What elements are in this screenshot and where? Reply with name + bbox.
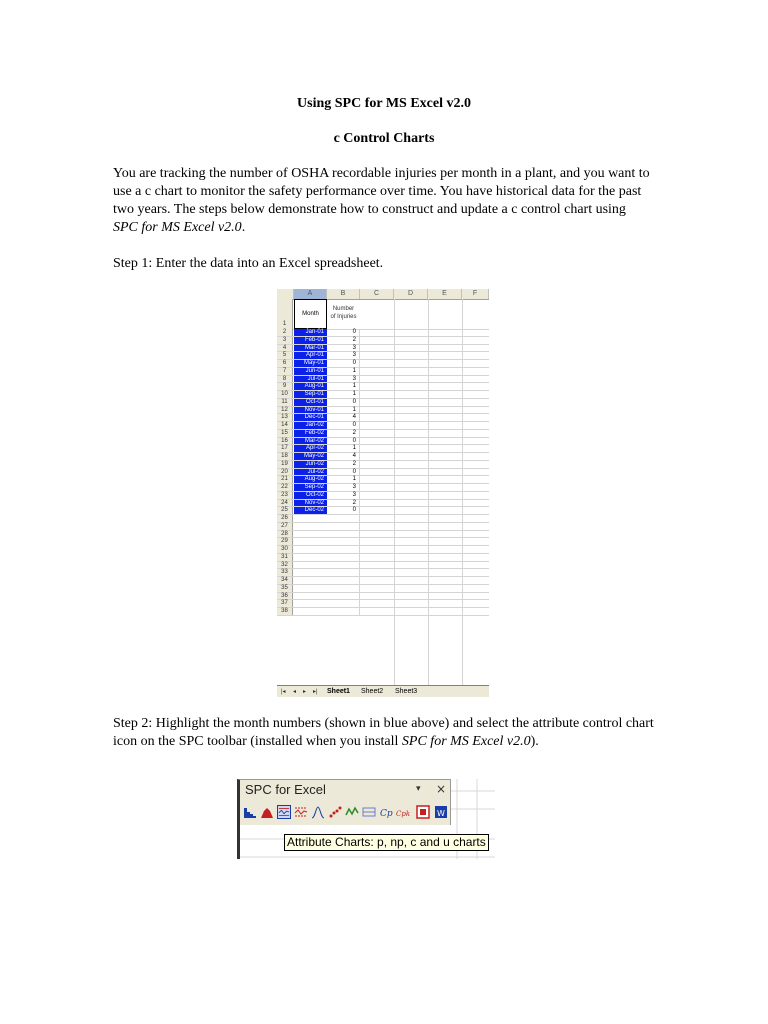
cell-month[interactable] xyxy=(294,562,327,569)
row-number[interactable]: 37 xyxy=(277,600,293,607)
cell-month[interactable]: Jan-02 xyxy=(294,422,327,429)
row-number[interactable]: 38 xyxy=(277,608,293,615)
table-row xyxy=(277,376,489,384)
row-number[interactable]: 26 xyxy=(277,515,293,522)
gridline xyxy=(428,299,429,685)
row-number[interactable]: 30 xyxy=(277,546,293,553)
last-sheet-nav-icon[interactable]: ▸| xyxy=(313,689,318,695)
table-row xyxy=(277,352,489,360)
cell-injuries[interactable]: 0 xyxy=(327,422,360,429)
svg-text:Cp: Cp xyxy=(380,809,393,819)
cell-month[interactable]: Apr-01 xyxy=(294,352,327,359)
cell-month[interactable] xyxy=(294,538,327,545)
row-number[interactable]: 7 xyxy=(277,368,293,375)
cell-injuries[interactable] xyxy=(327,546,360,553)
cell-month[interactable]: Aug-01 xyxy=(294,383,327,390)
row-number[interactable]: 22 xyxy=(277,484,293,491)
table-row xyxy=(277,445,489,453)
cell-injuries[interactable]: 1 xyxy=(327,407,360,414)
cell-injuries[interactable]: 0 xyxy=(327,438,360,445)
cell-injuries[interactable]: 2 xyxy=(327,337,360,344)
table-row xyxy=(277,531,489,539)
row-number[interactable]: 2 xyxy=(277,329,293,336)
table-row xyxy=(277,593,489,601)
table-row xyxy=(277,523,489,531)
cpk-icon[interactable] xyxy=(396,805,410,819)
cell-injuries[interactable]: 3 xyxy=(327,492,360,499)
cell-month[interactable]: Oct-02 xyxy=(294,492,327,499)
row-number[interactable]: 6 xyxy=(277,360,293,367)
row-number[interactable]: 24 xyxy=(277,500,293,507)
intro-text: You are tracking the number of OSHA recordable injuries per month in a plant, and you want to use a c chart to monitor the safety performance over time. You have historical data for the past two years. The steps below demonstrate how to construct and update a c control chart using xyxy=(113,166,650,217)
row-number[interactable]: 19 xyxy=(277,461,293,468)
cell-injuries[interactable] xyxy=(327,585,360,592)
excel-spreadsheet xyxy=(277,289,489,697)
sheet-tab-sheet1[interactable]: Sheet1 xyxy=(327,688,350,695)
toolbar-close-icon[interactable]: × xyxy=(436,782,447,796)
row-number[interactable]: 35 xyxy=(277,585,293,592)
row-number[interactable]: 31 xyxy=(277,554,293,561)
step2-paragraph xyxy=(113,715,658,751)
row-number[interactable]: 11 xyxy=(277,399,293,406)
cell-injuries[interactable] xyxy=(327,569,360,576)
row-number[interactable]: 13 xyxy=(277,414,293,421)
row-number[interactable]: 9 xyxy=(277,383,293,390)
cell-month[interactable] xyxy=(294,546,327,553)
cell-month[interactable] xyxy=(294,554,327,561)
row-number[interactable]: 28 xyxy=(277,531,293,538)
variable-chart-icon[interactable] xyxy=(294,805,308,819)
table-row xyxy=(277,422,489,430)
row-number[interactable]: 20 xyxy=(277,469,293,476)
cell-month[interactable]: Dec-01 xyxy=(294,414,327,421)
table-row xyxy=(277,461,489,469)
table-row xyxy=(277,360,489,368)
step1-text: Step 1: Enter the data into an Excel spreadsheet. xyxy=(113,256,384,271)
cell-injuries[interactable]: 3 xyxy=(327,345,360,352)
table-row xyxy=(277,414,489,422)
cell-injuries[interactable] xyxy=(327,515,360,522)
row-number[interactable]: 3 xyxy=(277,337,293,344)
next-sheet-nav-icon[interactable]: ▸ xyxy=(303,689,307,695)
cell-injuries[interactable]: 0 xyxy=(327,469,360,476)
row-number[interactable]: 27 xyxy=(277,523,293,530)
row-number[interactable]: 1 xyxy=(277,299,293,329)
step2-end: ). xyxy=(530,734,539,749)
row-number[interactable]: 21 xyxy=(277,476,293,483)
attribute-chart-icon[interactable] xyxy=(277,805,291,819)
row-number[interactable]: 23 xyxy=(277,492,293,499)
cell-injuries[interactable]: 1 xyxy=(327,445,360,452)
pivot-icon[interactable] xyxy=(362,805,376,819)
column-header-b[interactable]: B xyxy=(327,289,360,299)
intro-paragraph xyxy=(113,165,653,237)
table-row xyxy=(277,345,489,353)
table-row xyxy=(277,484,489,492)
table-row xyxy=(277,585,489,593)
cell-month[interactable]: May-01 xyxy=(294,360,327,367)
intro-product-name: SPC for MS Excel v2.0 xyxy=(113,220,242,235)
document-title: Using SPC for MS Excel v2.0 xyxy=(297,96,471,111)
table-row xyxy=(277,430,489,438)
cell-month[interactable]: Aug-02 xyxy=(294,476,327,483)
cell-injuries[interactable]: 3 xyxy=(327,376,360,383)
table-row xyxy=(277,337,489,345)
cell-injuries[interactable]: 1 xyxy=(327,476,360,483)
table-icon[interactable] xyxy=(416,805,430,819)
toolbar-title: SPC for Excel xyxy=(245,782,326,797)
table-row xyxy=(277,368,489,376)
table-row xyxy=(277,453,489,461)
cell-month[interactable] xyxy=(294,515,327,522)
table-row xyxy=(277,546,489,554)
row-number[interactable]: 33 xyxy=(277,569,293,576)
histogram-icon[interactable] xyxy=(243,805,257,819)
cell-injuries[interactable] xyxy=(327,600,360,607)
row-number[interactable]: 14 xyxy=(277,422,293,429)
first-sheet-nav-icon[interactable]: |◂ xyxy=(281,689,286,695)
cell-month[interactable]: Mar-02 xyxy=(294,438,327,445)
cell-month[interactable] xyxy=(294,531,327,538)
cell-injuries[interactable]: 0 xyxy=(327,360,360,367)
select-all-corner[interactable] xyxy=(277,289,294,299)
cell-month[interactable]: Jul-02 xyxy=(294,469,327,476)
cell-injuries[interactable]: 0 xyxy=(327,507,360,514)
cell-month[interactable] xyxy=(294,569,327,576)
table-row xyxy=(277,538,489,546)
cell-injuries[interactable]: 3 xyxy=(327,352,360,359)
cell-injuries[interactable] xyxy=(327,577,360,584)
column-header-e[interactable]: E xyxy=(428,289,462,299)
cell-injuries[interactable]: 4 xyxy=(327,414,360,421)
cell-injuries[interactable]: 2 xyxy=(327,500,360,507)
table-row xyxy=(277,515,489,523)
sheet-tab-sheet2[interactable]: Sheet2 xyxy=(361,688,384,695)
table-row xyxy=(277,469,489,477)
toolbar-panel xyxy=(237,779,451,825)
cell-injuries[interactable] xyxy=(327,531,360,538)
word-icon[interactable] xyxy=(434,805,448,819)
row-number[interactable]: 32 xyxy=(277,562,293,569)
cell-month[interactable] xyxy=(294,523,327,530)
cell-month[interactable]: Nov-02 xyxy=(294,500,327,507)
cell-month[interactable] xyxy=(294,577,327,584)
cell-month[interactable]: Jan-01 xyxy=(294,329,327,336)
row-number[interactable]: 15 xyxy=(277,430,293,437)
table-row xyxy=(277,492,489,500)
cell-month[interactable]: Oct-01 xyxy=(294,399,327,406)
cell-injuries[interactable]: 1 xyxy=(327,383,360,390)
header-row xyxy=(277,299,489,330)
spc-toolbar-screenshot xyxy=(237,779,495,859)
toolbar-tooltip: Attribute Charts: p, np, c and u charts xyxy=(284,834,489,851)
document-subtitle: c Control Charts xyxy=(333,131,435,146)
row-number[interactable]: 5 xyxy=(277,352,293,359)
cell-month[interactable]: May-02 xyxy=(294,453,327,460)
cell-injuries[interactable]: 4 xyxy=(327,453,360,460)
table-row xyxy=(277,600,489,608)
cell-injuries[interactable]: 3 xyxy=(327,484,360,491)
cell-injuries[interactable]: 2 xyxy=(327,430,360,437)
cell-injuries[interactable]: 1 xyxy=(327,368,360,375)
cell-injuries[interactable]: 2 xyxy=(327,461,360,468)
step2-text: Step 2: Highlight the month numbers (shown in blue above) and select the attribute control chart icon on the SPC toolbar (installed when you install xyxy=(113,716,654,749)
row-number[interactable]: 16 xyxy=(277,438,293,445)
table-row xyxy=(277,476,489,484)
step2-product-name: SPC for MS Excel v2.0 xyxy=(401,734,531,749)
gridline xyxy=(462,299,463,685)
prev-sheet-nav-icon[interactable]: ◂ xyxy=(293,689,297,695)
row-number[interactable]: 25 xyxy=(277,507,293,514)
row-number[interactable]: 29 xyxy=(277,538,293,545)
cell-month[interactable]: Jul-01 xyxy=(294,376,327,383)
scatter-icon[interactable] xyxy=(328,805,342,819)
header-injuries-line2: of Injuries xyxy=(330,314,357,320)
svg-text:Cpk: Cpk xyxy=(396,810,410,818)
run-chart-icon[interactable] xyxy=(345,805,359,819)
table-row xyxy=(277,438,489,446)
intro-end: . xyxy=(241,220,246,235)
cell-month[interactable]: Jun-01 xyxy=(294,368,327,375)
row-number[interactable]: 8 xyxy=(277,376,293,383)
header-injuries-line1: Number xyxy=(332,306,355,312)
column-header-c[interactable]: C xyxy=(360,289,394,299)
row-number[interactable]: 17 xyxy=(277,445,293,452)
cell-injuries[interactable] xyxy=(327,538,360,545)
table-row xyxy=(277,500,489,508)
row-number[interactable]: 34 xyxy=(277,577,293,584)
column-header-d[interactable]: D xyxy=(394,289,428,299)
cell-injuries[interactable] xyxy=(327,523,360,530)
header-cell-month[interactable]: Month xyxy=(294,299,327,329)
cell-month[interactable] xyxy=(294,608,327,615)
table-row xyxy=(277,562,489,570)
svg-text:W: W xyxy=(437,809,445,818)
table-row xyxy=(277,507,489,515)
table-row xyxy=(277,383,489,391)
cell-month[interactable]: Dec-02 xyxy=(294,507,327,514)
cell-month[interactable]: Nov-01 xyxy=(294,407,327,414)
sheet-tab-sheet3[interactable]: Sheet3 xyxy=(395,688,418,695)
cell-month[interactable] xyxy=(294,600,327,607)
sheet-tabs-bar xyxy=(277,685,489,697)
table-row xyxy=(277,391,489,399)
cell-month[interactable]: Mar-01 xyxy=(294,345,327,352)
row-number[interactable]: 36 xyxy=(277,593,293,600)
cell-injuries[interactable] xyxy=(327,562,360,569)
cell-injuries[interactable] xyxy=(327,593,360,600)
table-row xyxy=(277,329,489,337)
column-header-f[interactable]: F xyxy=(462,289,489,299)
cell-month[interactable]: Feb-02 xyxy=(294,430,327,437)
cell-injuries[interactable]: 0 xyxy=(327,399,360,406)
gridline xyxy=(394,299,395,685)
table-row xyxy=(277,407,489,415)
cp-icon[interactable] xyxy=(379,805,393,819)
normal-curve-icon[interactable] xyxy=(311,805,325,819)
cell-injuries[interactable]: 1 xyxy=(327,391,360,398)
row-number[interactable]: 12 xyxy=(277,407,293,414)
table-row xyxy=(277,608,489,616)
table-row xyxy=(277,399,489,407)
table-row xyxy=(277,577,489,585)
cell-injuries[interactable]: 0 xyxy=(327,329,360,336)
pareto-icon[interactable] xyxy=(260,805,274,819)
data-rows xyxy=(277,329,489,616)
column-header-a[interactable]: A xyxy=(294,289,327,299)
cell-month[interactable]: Apr-02 xyxy=(294,445,327,452)
cell-injuries[interactable] xyxy=(327,554,360,561)
table-row xyxy=(277,569,489,577)
toolbar-options-icon[interactable]: ▾ xyxy=(416,784,421,794)
cell-month[interactable]: Sep-01 xyxy=(294,391,327,398)
cell-month[interactable]: Jun-02 xyxy=(294,461,327,468)
row-number[interactable]: 18 xyxy=(277,453,293,460)
table-row xyxy=(277,554,489,562)
cell-month[interactable] xyxy=(294,593,327,600)
cell-month[interactable]: Feb-01 xyxy=(294,337,327,344)
cell-month[interactable] xyxy=(294,585,327,592)
toolbar-edge xyxy=(237,825,240,859)
cell-injuries[interactable] xyxy=(327,608,360,615)
row-number[interactable]: 10 xyxy=(277,391,293,398)
cell-month[interactable]: Sep-02 xyxy=(294,484,327,491)
row-number[interactable]: 4 xyxy=(277,345,293,352)
